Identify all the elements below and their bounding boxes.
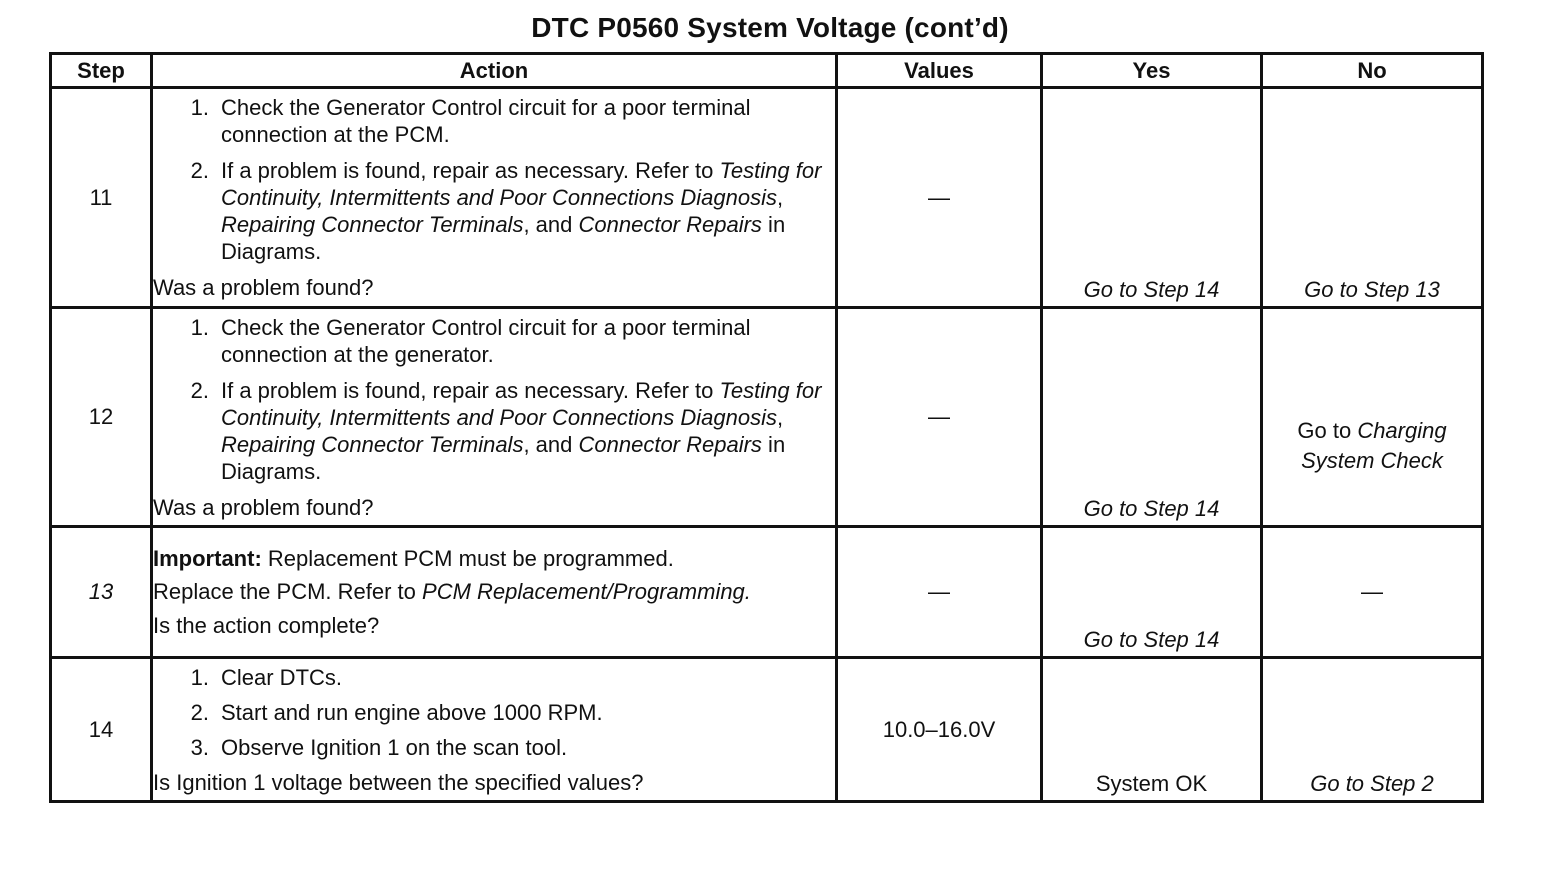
- no-cell: —: [1262, 527, 1483, 658]
- table-row-step-14: [51, 658, 1483, 802]
- step-number: 14: [51, 658, 152, 802]
- action-item: 1. Check the Generator Control circuit for a poor terminal connection at the PCM.: [190, 95, 751, 147]
- action-cell: [152, 308, 837, 527]
- page-title: DTC P0560 System Voltage (cont’d): [531, 12, 1009, 43]
- header-no: No: [1262, 54, 1483, 88]
- action-item: 3. Observe Ignition 1 on the scan tool.: [190, 734, 568, 760]
- action-item: 2. If a problem is found, repair as necessary. Refer to Testing for Continuity, Intermittents and Poor Connections Diagnosis, Repairing Connector Terminals, and Connector Repairs in Diagrams.: [190, 377, 822, 484]
- yes-result: Go to Step 14: [1083, 496, 1220, 521]
- values-cell: —: [837, 527, 1042, 658]
- action-cell: [152, 658, 837, 802]
- action-question: Was a problem found?: [153, 275, 374, 300]
- reference-link: Repairing Connector Terminals: [221, 212, 524, 237]
- header-action: Action: [152, 54, 837, 88]
- action-cell: [152, 527, 837, 658]
- reference-link: PCM Replacement/Programming: [422, 579, 745, 604]
- diagnostic-table: [49, 52, 1484, 803]
- yes-cell: [1042, 308, 1262, 527]
- no-result: Go to Step 13: [1304, 277, 1440, 302]
- reference-link: Charging System Check: [1301, 418, 1447, 473]
- action-question: Was a problem found?: [153, 494, 374, 520]
- action-item: 1. Check the Generator Control circuit for a poor terminal connection at the generator.: [190, 314, 751, 367]
- step-number: 12: [51, 308, 152, 527]
- table-row-step-11: [51, 88, 1483, 308]
- step-number: 11: [51, 88, 152, 308]
- reference-link: Repairing Connector Terminals: [221, 431, 524, 457]
- yes-result: Go to Step 14: [1083, 627, 1220, 652]
- yes-cell: [1042, 658, 1262, 802]
- yes-result: System OK: [1095, 771, 1208, 796]
- no-cell: [1262, 308, 1483, 527]
- action-question: Is the action complete?: [153, 613, 380, 638]
- table-row-step-12: [51, 308, 1483, 527]
- action-question: Is Ignition 1 voltage between the specified values?: [153, 769, 644, 795]
- header-yes: Yes: [1042, 54, 1262, 88]
- yes-result: Go to Step 14: [1083, 277, 1220, 302]
- no-result: Go to Charging System Check: [1297, 418, 1447, 473]
- yes-cell: [1042, 88, 1262, 308]
- reference-link: Connector Repairs: [578, 431, 762, 457]
- action-item: 1. Clear DTCs.: [190, 664, 343, 690]
- values-cell: —: [837, 308, 1042, 527]
- header-row: [51, 54, 1483, 88]
- action-item: 2. Start and run engine above 1000 RPM.: [190, 699, 603, 725]
- reference-link: Testing for Continuity, Intermittents and Poor Connections Diagnosis: [221, 377, 822, 430]
- values-cell: —: [837, 88, 1042, 308]
- table-row-step-13: [51, 527, 1483, 658]
- no-result: Go to Step 2: [1310, 771, 1434, 796]
- action-item: 2. If a problem is found, repair as necessary. Refer to Testing for Continuity, Intermittents and Poor Connections Diagnosis, Repairing Connector Terminals, and Connector Repairs in Diagrams.: [190, 158, 822, 264]
- yes-cell: [1042, 527, 1262, 658]
- header-step: Step: [51, 54, 152, 88]
- reference-link: Testing for Continuity, Intermittents and Poor Connections Diagnosis: [221, 158, 822, 210]
- values-cell: 10.0–16.0V: [837, 658, 1042, 802]
- no-cell: [1262, 88, 1483, 308]
- action-cell: [152, 88, 837, 308]
- step-number: 13: [51, 527, 152, 658]
- replace-instruction: Replace the PCM. Refer to PCM Replacement/Programming.: [153, 579, 751, 604]
- no-cell: [1262, 658, 1483, 802]
- important-note: Important: Replacement PCM must be programmed.: [153, 546, 674, 571]
- reference-link: Connector Repairs: [578, 212, 762, 237]
- header-values: Values: [837, 54, 1042, 88]
